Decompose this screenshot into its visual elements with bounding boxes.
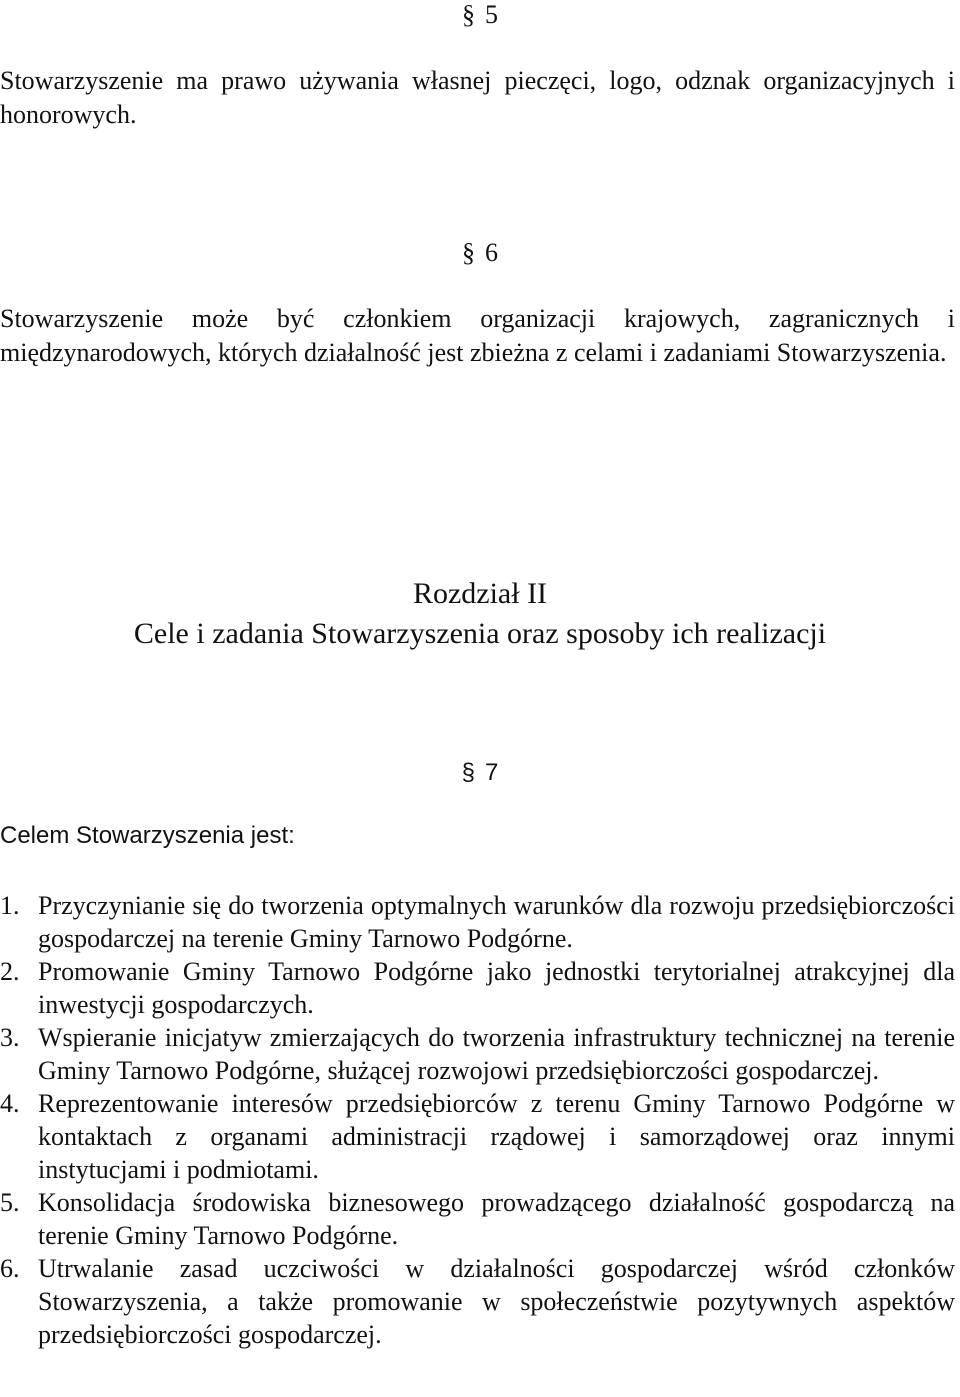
list-item (0, 955, 955, 1021)
section-sign: § (462, 238, 475, 267)
list-item-text: Promowanie Gminy Tarnowo Podgórne jako jednostki terytorialnej atrakcyjnej dla inwestycji gospodarczych. (38, 957, 955, 1019)
list-item-text: Wspieranie inicjatyw zmierzających do tworzenia infrastruktury technicznej na terenie Gminy Tarnowo Podgórne, służącej rozwojowi przedsiębiorczości gospodarczej. (38, 1023, 955, 1085)
list-item-number: 4. (0, 1089, 20, 1118)
section-heading-6 (0, 238, 960, 268)
list-item-text: Utrwalanie zasad uczciwości w działalności gospodarczej wśród członków Stowarzyszenia, a także promowanie w społeczeństwie pozytywnych aspektów przedsiębiorczości gospodarczej. (38, 1254, 955, 1349)
goals-intro: Celem Stowarzyszenia jest: (0, 822, 295, 849)
goals-list (0, 889, 955, 1351)
section-heading-7 (0, 758, 960, 788)
paragraph-6: Stowarzyszenie może być członkiem organizacji krajowych, zagranicznych i międzynarodowych, których działalność jest zbieżna z celami i zadaniami Stowarzyszenia. (0, 304, 955, 367)
list-item (0, 1252, 955, 1351)
section-sign: § (461, 759, 475, 786)
list-item-text: Reprezentowanie interesów przedsiębiorców z terenu Gminy Tarnowo Podgórne w kontaktach z organami administracji rządowej i samorządowej oraz innymi instytucjami i podmiotami. (38, 1089, 955, 1184)
list-item-number: 3. (0, 1023, 20, 1052)
section-sign: § (462, 0, 475, 29)
list-item-number: 5. (0, 1188, 20, 1217)
section-number: 5 (485, 0, 498, 29)
list-item (0, 1021, 955, 1087)
list-item (0, 1087, 955, 1186)
paragraph-5: Stowarzyszenie ma prawo używania własnej pieczęci, logo, odznak organizacyjnych i honorowych. (0, 66, 955, 129)
list-item-number: 2. (0, 957, 20, 986)
list-item-text: Przyczynianie się do tworzenia optymalnych warunków dla rozwoju przedsiębiorczości gospodarczej na terenie Gminy Tarnowo Podgórne. (38, 891, 955, 953)
chapter-title: Rozdział II (412, 577, 548, 610)
list-item-number: 6. (0, 1254, 20, 1283)
section-number: 7 (485, 759, 499, 786)
list-item (0, 889, 955, 955)
chapter-subtitle: Cele i zadania Stowarzyszenia oraz sposoby ich realizacji (133, 617, 827, 650)
list-item-number: 1. (0, 891, 20, 920)
section-number: 6 (485, 238, 498, 267)
list-item-text: Konsolidacja środowiska biznesowego prowadzącego działalność gospodarczą na terenie Gminy Tarnowo Podgórne. (38, 1188, 955, 1250)
section-heading-5 (0, 0, 960, 30)
list-item (0, 1186, 955, 1252)
